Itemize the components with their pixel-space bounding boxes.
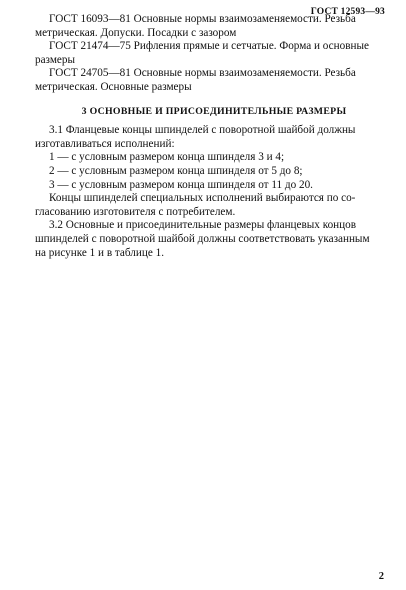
clause-3-2 [35,219,387,260]
reference-item [35,67,387,94]
clause-3-1 [35,124,387,219]
section-title: 3 ОСНОВНЫЕ И ПРИСОЕДИНИТЕЛЬНЫЕ РАЗМЕРЫ [81,105,347,117]
clause-line: на рисунке 1 и в таблице 1. [35,246,165,259]
reference-item [35,40,387,67]
reference-line: ГОСТ 16093—81 Основные нормы взаимозаменяемости. Резьба [49,13,356,25]
document-body [35,13,387,260]
clause-line: 3.2 Основные и присоединительные размеры фланцевых концов [49,219,357,232]
clause-line: изготавливаться исполнений: [35,137,175,150]
clause-line: Концы шпинделей специальных исполнений выбираются по со- [49,192,356,205]
page-number: 2 [378,571,384,582]
reference-line: ГОСТ 24705—81 Основные нормы взаимозаменяемости. Резьба [49,67,356,80]
reference-line: метрическая. Основные размеры [35,80,192,93]
clause-line: гласованию изготовителя с потребителем. [35,205,236,218]
list-item: 1 — с условным размером конца шпинделя 3 и 4; [49,151,285,164]
list-item: 2 — с условным размером конца шпинделя от 5 до 8; [49,164,303,177]
list-item: 3 — с условным размером конца шпинделя от 11 до 20. [49,178,313,191]
document-header-code: ГОСТ 12593—93 [310,7,385,17]
reference-item [35,13,387,40]
reference-line: ГОСТ 21474—75 Рифления прямые и сетчатые. Форма и основные [49,40,369,53]
reference-line: метрическая. Допуски. Посадки с зазором [35,26,237,39]
clause-line: 3.1 Фланцевые концы шпинделей с поворотной шайбой должны [49,124,356,137]
clause-line: шпинделей с поворотной шайбой должны соответствовать указанным [35,232,370,245]
reference-line: размеры [35,53,75,66]
